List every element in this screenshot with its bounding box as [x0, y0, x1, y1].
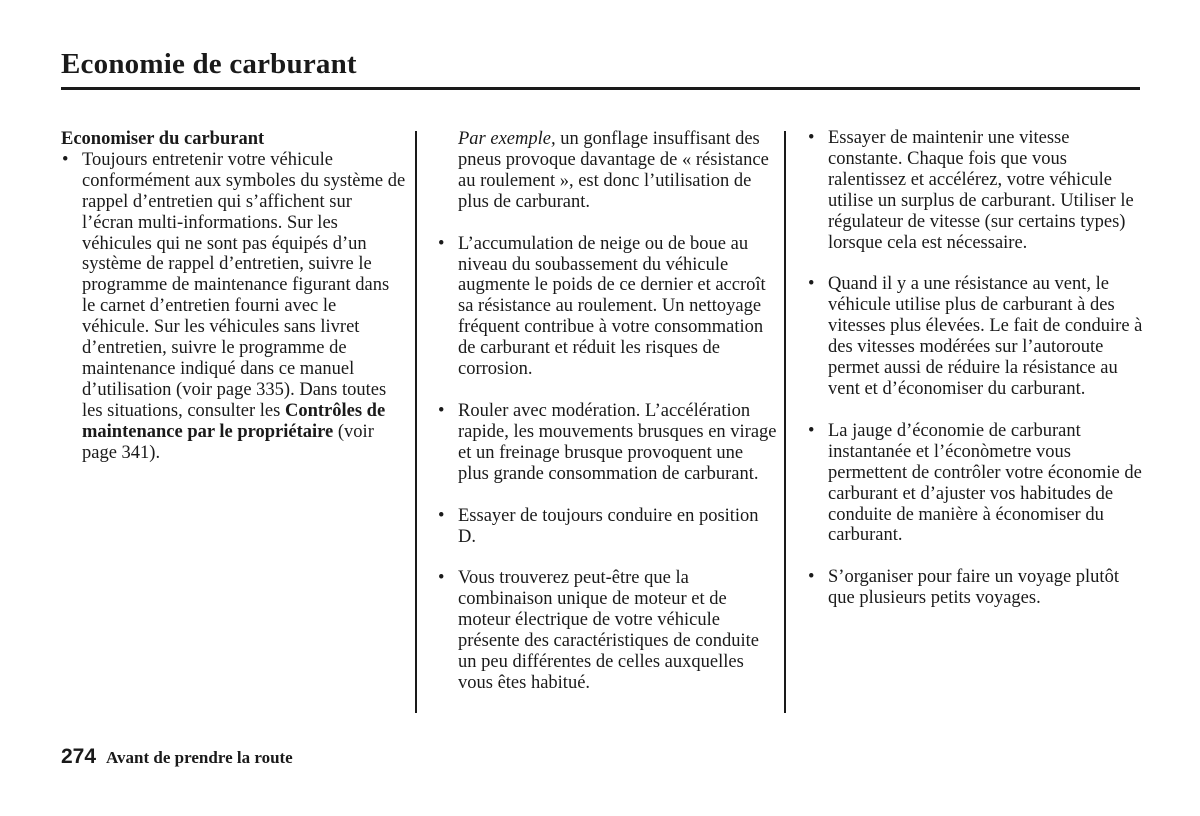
page-number: 274 [61, 745, 97, 768]
list-item: • L’accumulation de neige ou de boue au niveau du soubassement du véhicule augmente le poids de ce dernier et accroît sa résistance au roulement. Un nettoyage fréquent contribue à votre consommation de carburant et réduit les risques de corrosion. [437, 234, 777, 380]
list-item: • Essayer de maintenir une vitesse constante. Chaque fois que vous ralentissez et accélérez, votre véhicule utilise un surplus de carburant. Utiliser le régulateur de vitesse (sur certains types) lorsque cela est nécessaire. [807, 128, 1147, 253]
column-2 [437, 128, 777, 694]
column-divider [784, 131, 786, 713]
list-item [61, 150, 406, 464]
list-item-bold-reference: Contrôles de maintenance par le propriétaire [82, 400, 386, 442]
list-item-text-end: (voir page 341). [82, 421, 374, 463]
list-item: • Vous trouverez peut-être que la combinaison unique de moteur et de moteur électrique de votre véhicule présente des caractéristiques de conduite un peu différentes de celles auxquelles vous êtes habitué. [437, 568, 777, 693]
list-item: • Rouler avec modération. L’accélération rapide, les mouvements brusques en virage et un freinage brusque provoquent une plus grande consommation de carburant. [437, 401, 777, 485]
page-footer [61, 745, 293, 769]
page-title: Economie de carburant [61, 48, 357, 80]
list-item: • S’organiser pour faire un voyage plutôt que plusieurs petits voyages. [807, 567, 1147, 609]
lead-italic: Par exemple, [458, 129, 556, 149]
list-item: • Essayer de toujours conduire en position D. [437, 506, 777, 548]
lead-text: un gonflage insuffisant des pneus provoque davantage de « résistance au roulement », est donc l’utilisation de plus de carburant. [458, 129, 769, 212]
footer-section-label: Avant de prendre la route [106, 748, 293, 767]
column-divider [415, 131, 417, 713]
list-item: • Quand il y a une résistance au vent, le véhicule utilise plus de carburant à des vitesses plus élevées. Le fait de conduire à des vitesses modérées sur l’autoroute permet aussi de réduire la résistance au vent et d’économiser du carburant. [807, 274, 1147, 399]
list-item-text: Toujours entretenir votre véhicule conformément aux symboles du système de rappel d’entretien qui s’affichent sur l’écran multi-informations. Sur les véhicules qui ne sont pas équipés d’un système de rappel d’entretien, suivre le programme de maintenance figurant dans le carnet d’entretien fourni avec le véhicule. Sur les véhicules sans livret d’entretien, suivre le programme de maintenance indiqué dans ce manuel d’utilisation (voir page 335). Dans toutes les situations, consulter les [82, 149, 406, 421]
continued-paragraph [437, 128, 777, 213]
list-item: • La jauge d’économie de carburant instantanée et l’éconòmetre vous permettent de contrôler votre économie de carburant et d’ajuster vos habitudes de conduite de manière à économiser du carburant. [807, 421, 1147, 546]
column-3 [807, 128, 1147, 609]
title-rule [61, 87, 1140, 90]
column-1 [61, 128, 406, 464]
section-heading: Economiser du carburant [61, 129, 265, 149]
